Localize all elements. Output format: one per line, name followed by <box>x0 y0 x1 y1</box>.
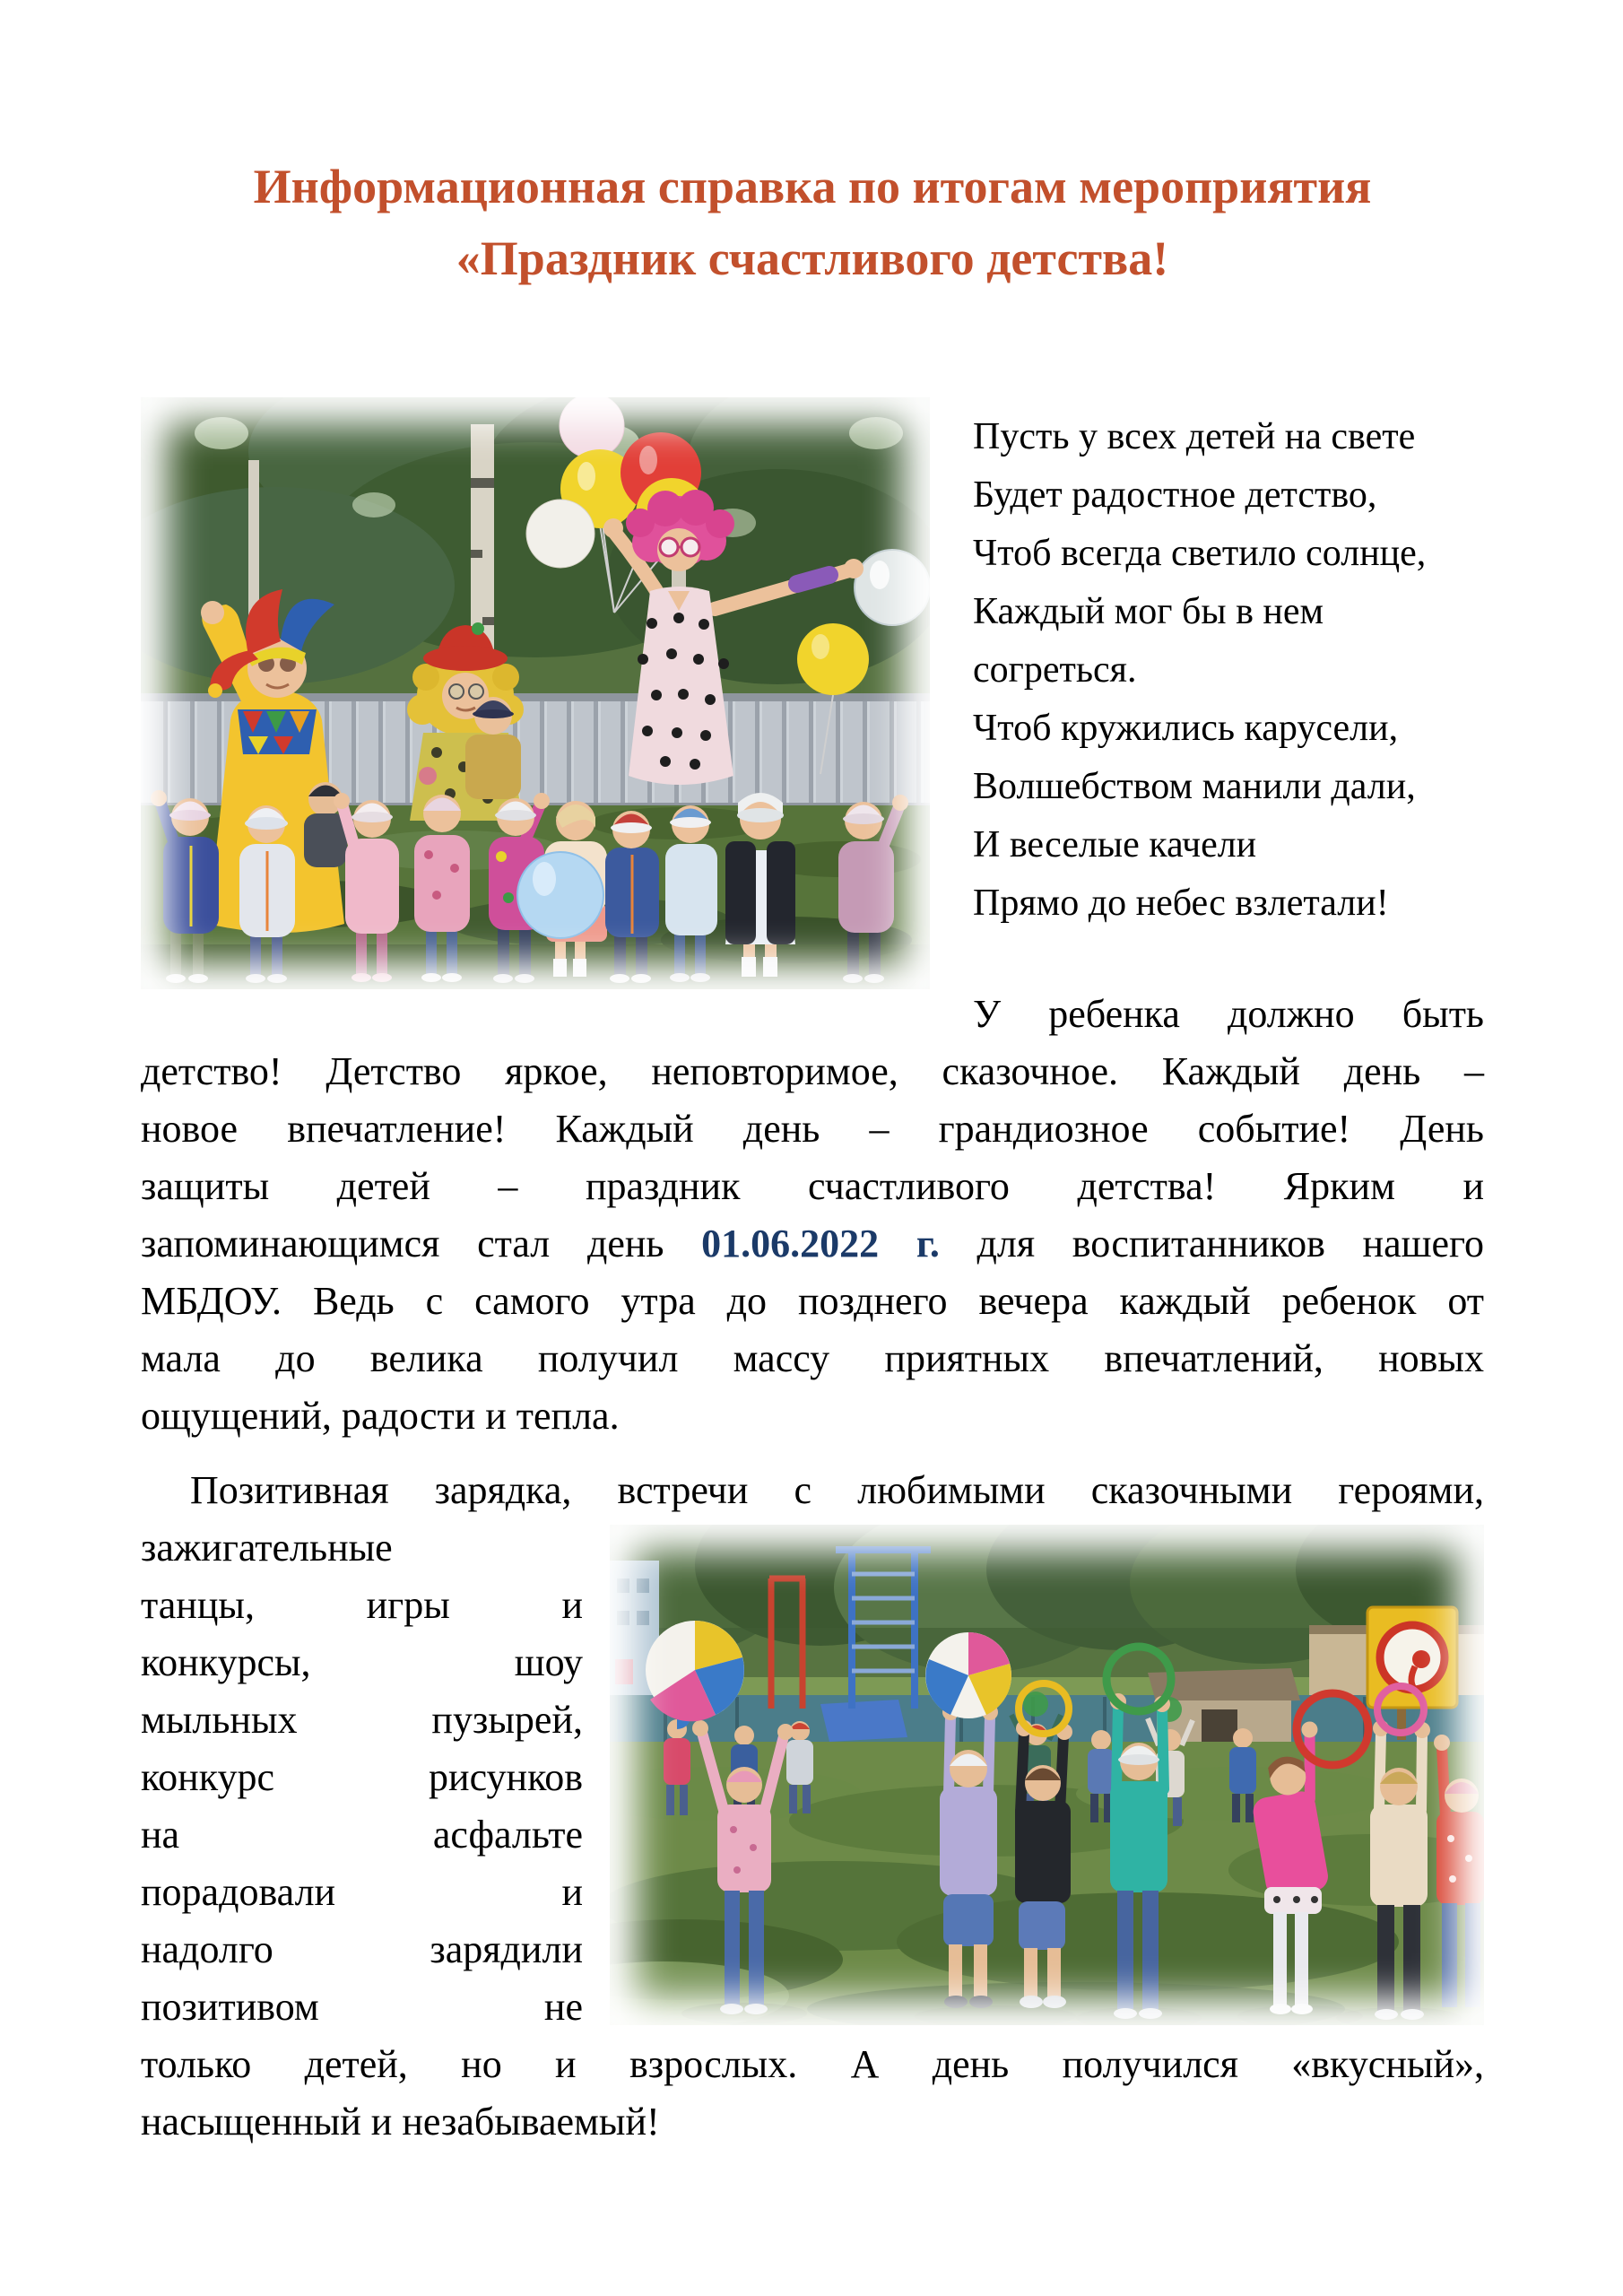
paragraph-line: ощущений, радости и тепла. <box>141 1394 620 1438</box>
poem-line: Чтоб кружились карусели, <box>973 708 1399 749</box>
poem-line: И веселые качели <box>973 824 1257 865</box>
poem-line: Каждый мог бы в нем <box>973 591 1324 632</box>
wrapped-line: конкурс рисунков <box>141 1755 583 1799</box>
title-line-1: Информационная справка по итогам мероприятия <box>253 160 1372 213</box>
balloon-white-right <box>855 550 930 625</box>
paragraph-main <box>141 986 1484 1445</box>
paragraph-line: У ребенка должно быть <box>973 992 1484 1036</box>
paragraph-closing <box>141 2036 1484 2151</box>
title-line-2: «Праздник счастливого детства! <box>456 231 1169 285</box>
paragraph-line: защиты детей – праздник счастливого детства! Ярким и <box>141 1164 1484 1208</box>
wrapped-line: мыльных пузырей, <box>141 1698 583 1742</box>
paragraph-line: МБДОУ. Ведь с самого утра до позднего вечера каждый ребенок от <box>141 1279 1484 1323</box>
wrapped-line: танцы, игры и <box>141 1583 583 1627</box>
wrapped-line: позитивом не <box>141 1985 583 2029</box>
page-title <box>141 151 1484 294</box>
poem-line: Чтоб всегда светило солнце, <box>973 533 1427 574</box>
paragraph-line: насыщенный и незабываемый! <box>141 2100 660 2144</box>
poem-line: согреться. <box>973 649 1137 691</box>
wrapped-line: зажигательные <box>141 1526 393 1570</box>
wrapped-line: надолго зарядили <box>141 1927 583 1971</box>
section-photo-and-poem <box>141 397 1484 1445</box>
balloon-yellow-right <box>797 623 869 695</box>
photo2-illustration <box>610 1525 1484 2025</box>
paragraph-intro-line: Позитивная зарядка, встречи с любимыми сказочными героями, <box>190 1468 1484 1512</box>
event-date: 01.06.2022 г. <box>701 1222 940 1265</box>
wrapped-line: конкурсы, шоу <box>141 1640 583 1684</box>
paragraph-line: детство! Детство яркое, неповторимое, сказочное. Каждый день – <box>141 1049 1484 1093</box>
date-line-after: для воспитанников нашего <box>939 1222 1484 1265</box>
section-photo2-wrap <box>141 1519 1484 2036</box>
paragraph-line-with-date <box>141 1215 1484 1273</box>
balloon-blue <box>517 852 603 938</box>
poem-line: Будет радостное детство, <box>973 474 1377 516</box>
wrapped-line: порадовали и <box>141 1870 583 1914</box>
date-line-before: запоминающимся стал день <box>141 1222 702 1265</box>
document-content <box>0 151 1623 2151</box>
photo1-illustration <box>141 397 930 989</box>
paragraph-line: мала до велика получил массу приятных впечатлений, новых <box>141 1336 1484 1380</box>
photo-children-exercise <box>610 1525 1484 2025</box>
paragraph-line: только детей, но и взрослых. А день получился «вкусный», <box>141 2042 1484 2086</box>
wrapped-line: на асфальте <box>141 1813 583 1857</box>
poem-line: Пусть у всех детей на свете <box>973 416 1416 457</box>
paragraph-line: новое впечатление! Каждый день – грандиозное событие! День <box>141 1107 1484 1151</box>
photo-children-clowns-balloons <box>141 397 930 989</box>
poem-line: Прямо до небес взлетали! <box>973 883 1389 924</box>
poem-line: Волшебством манили дали, <box>973 766 1416 807</box>
